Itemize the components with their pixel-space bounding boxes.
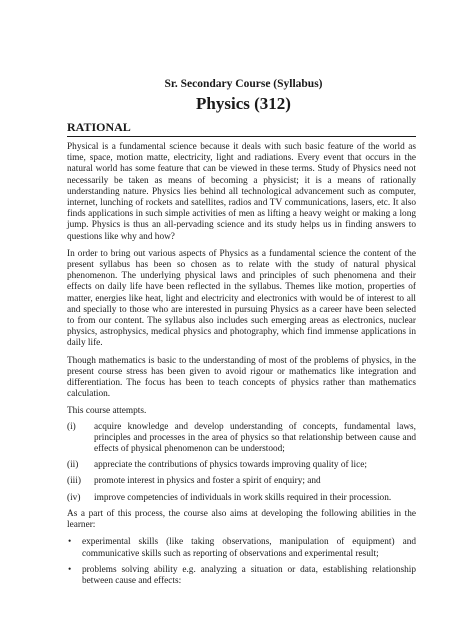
- list-item: [67, 537, 416, 559]
- list-item: [67, 460, 416, 471]
- list-item-text: appreciate the contributions of physics towards improving quality of lice;: [94, 460, 367, 471]
- attempts-list: [67, 422, 416, 504]
- list-marker: (iii): [67, 476, 81, 487]
- abilities-intro: As a part of this process, the course also aims at developing the following abilities in the learner:: [67, 508, 416, 531]
- subject-title: Physics (312): [196, 94, 291, 113]
- list-item-text: acquire knowledge and develop understanding of concepts, fundamental laws, principles and processes in the area of physics so that relationship between cause and effects of physical phenomenon can be understood;: [94, 421, 416, 455]
- list-item-text: improve competencies of individuals in work skills required in their procession.: [94, 492, 392, 503]
- list-item: [67, 422, 416, 456]
- list-item: [67, 493, 416, 504]
- paragraph: In order to bring out various aspects of Physics as a fundamental science the content of the present syllabus has been so chosen as to relate with the study of natural physical phenomenon. The underlying physical laws and principles of such phenomena and their effects on daily life have been reflected in the syllabus. Themes like motion, properties of matter, energies like heat, light and electricity and electronics with would be of interest to all and specially to those who are interested in pursuing Physics as a career have been selected to from our content. The syllabus also includes such emerging areas as electronics, nuclear physics, astrophysics, medical physics and photography, which find immense applications in daily life.: [67, 248, 416, 349]
- abilities-list: [67, 537, 416, 587]
- paragraph: Though mathematics is basic to the understanding of most of the problems of physics, in the present course stress has been given to avoid rigour or mathematics like integration and differentiation. The focus has been to teach concepts of physics rather than mathematics calculation.: [67, 355, 416, 400]
- list-marker: (i): [67, 421, 76, 432]
- course-title: Sr. Secondary Course (Syllabus): [164, 78, 323, 90]
- attempts-intro: This course attempts.: [67, 406, 147, 417]
- bullet-icon: •: [68, 537, 72, 548]
- list-item-text: promote interest in physics and foster a spirit of enquiry; and: [94, 476, 321, 487]
- paragraph: Physical is a fundamental science because it deals with such basic feature of the world as time, space, motion matte, electricity, light and radiations. Every event that occurs in the natural world has some feature that can be viewed in these terms. Study of Physics need not necessarily be taken as means of becoming a physicist; it is a means of rationally understanding nature. Physics lies behind all technological advancement such as computer, internet, lunching of rockets and satellites, radios and TV communications, lasers, etc. It also finds applications in such simple activities of men as lifting a heavy weight or making a long jump. Physics is thus an all-pervading science and its study helps us in finding answers to questions like why and how?: [67, 142, 416, 242]
- list-item-text: experimental skills (like taking observations, manipulation of equipment) and communicative skills such as reporting of observations and experimental result;: [82, 537, 416, 559]
- list-marker: (iv): [67, 492, 81, 503]
- list-item: [67, 565, 416, 587]
- list-item: [67, 476, 416, 487]
- list-marker: (ii): [67, 460, 79, 471]
- bullet-icon: •: [68, 564, 72, 575]
- list-item-text: problems solving ability e.g. analyzing a situation or data, establishing relationship between cause and effects:: [82, 564, 416, 586]
- section-heading: RATIONAL: [67, 120, 416, 137]
